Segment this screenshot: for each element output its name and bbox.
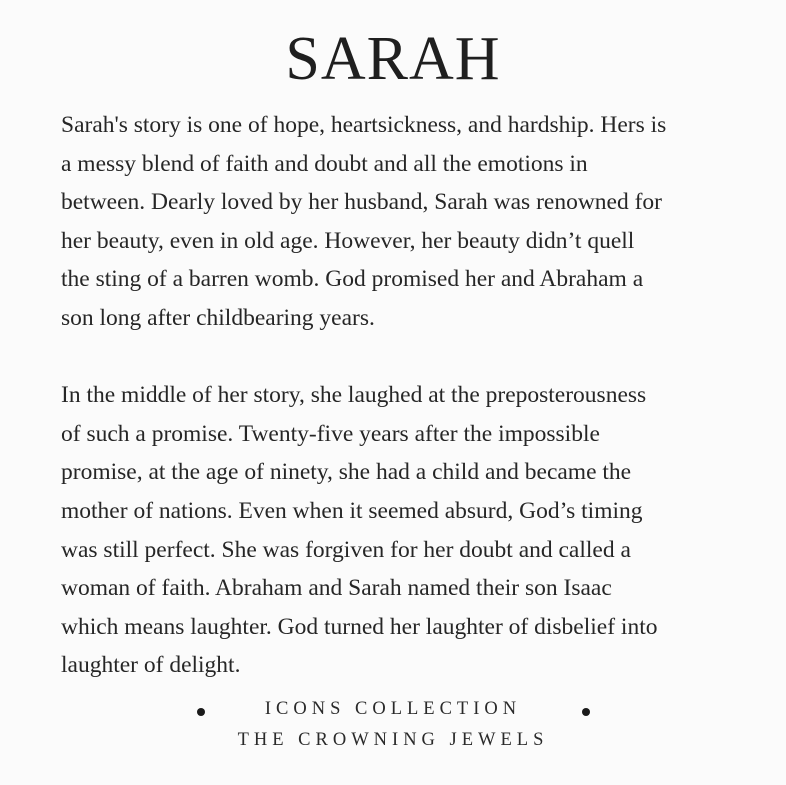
collection-footer [0,694,786,756]
story-paragraph-1: Sarah's story is one of hope, heartsickness, and hardship. Hers is a messy blend of faith and doubt and all the emotions in between. Dearly loved by her husband, Sarah was renowned for her beauty, even in old age. However, her beauty didn’t quell the sting of a barren womb. God promised her and Abraham a son long after childbearing years. [61,112,667,331]
page-title: SARAH [285,25,501,93]
story-paragraph-2: In the middle of her story, she laughed at the preposterousness of such a promise. Twenty-five years after the impossible promise, at the age of ninety, she had a child and became the mother of nations. Even when it seemed absurd, God’s timing was still perfect. She was forgiven for her doubt and called a woman of faith. Abraham and Sarah named their son Isaac which means laughter. God turned her laughter of disbelief into laughter of delight. [61,382,658,679]
collection-subtitle: THE CROWNING JEWELS [237,730,549,750]
collection-name: ICONS COLLECTION [264,699,522,719]
story-body [61,106,729,685]
